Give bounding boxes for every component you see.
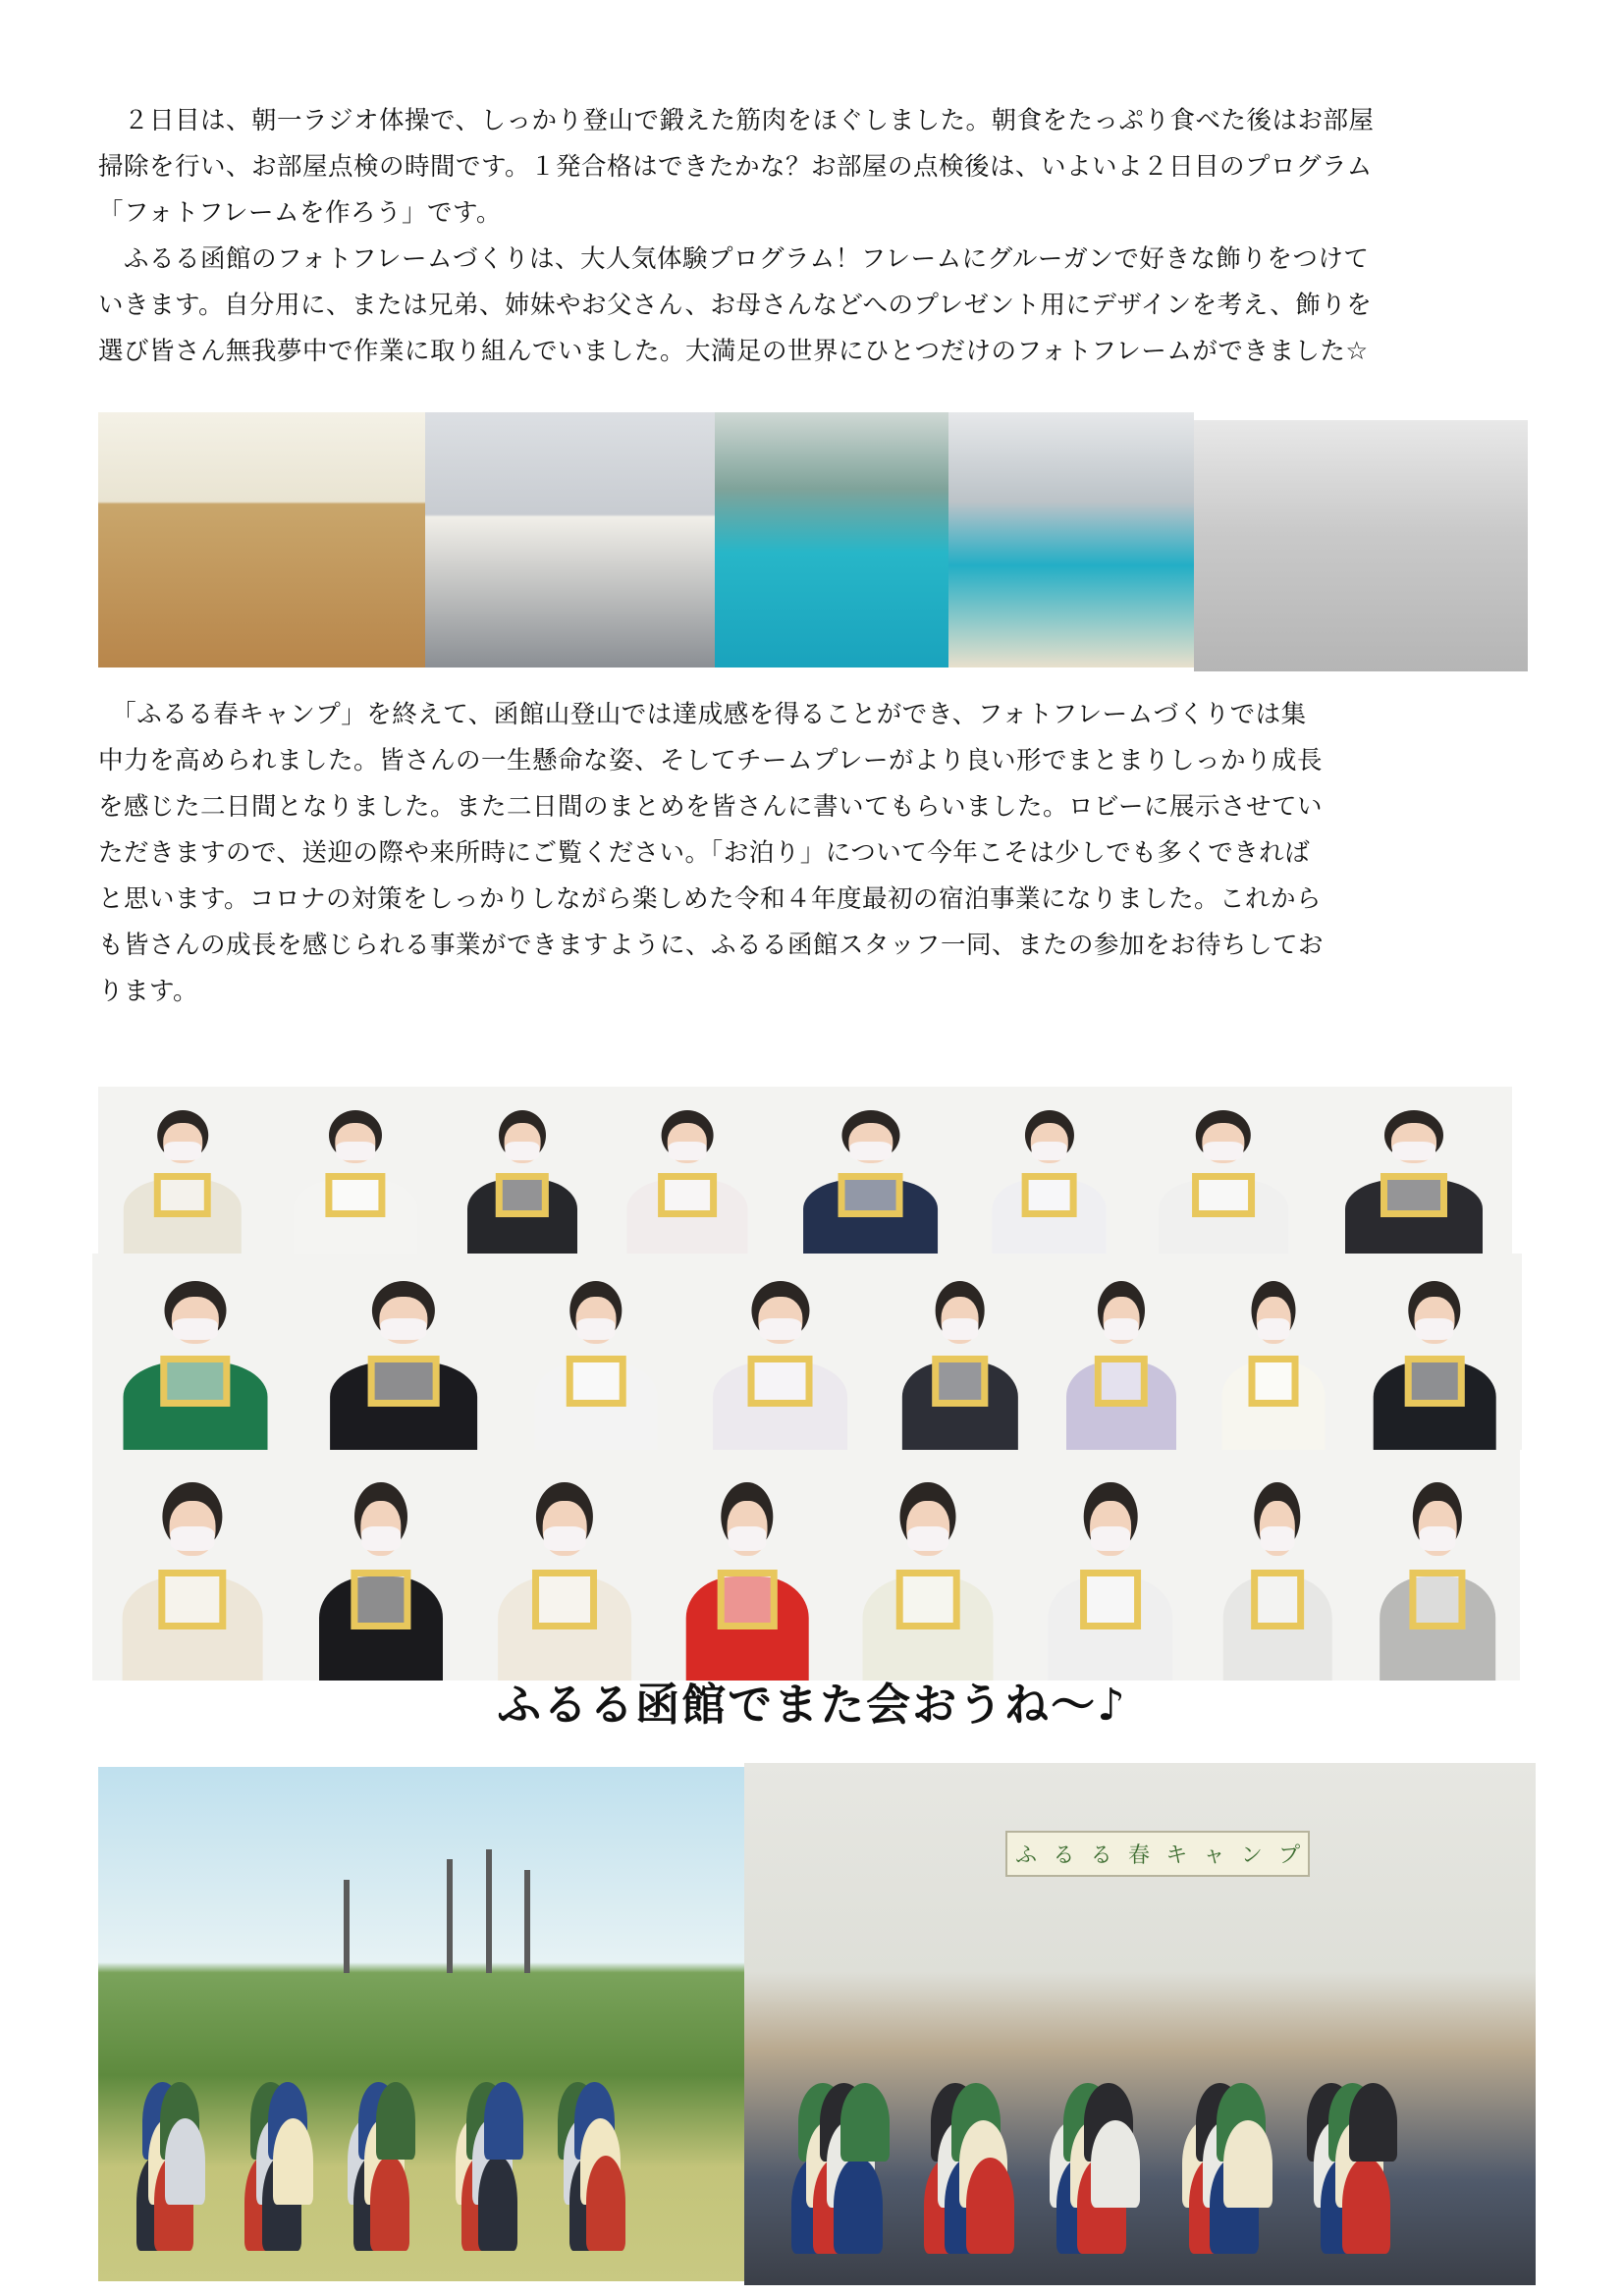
person-figure bbox=[586, 2156, 626, 2250]
hikers-group bbox=[136, 2045, 705, 2251]
person-figure bbox=[1091, 2120, 1140, 2208]
person-figure bbox=[165, 2118, 205, 2205]
participant-portrait bbox=[774, 1087, 967, 1254]
gym-exercise-photo bbox=[98, 412, 425, 667]
girl-making-frame-photo bbox=[948, 412, 1194, 667]
text-line: 「ふるる春キャンプ」を終えて、函館山登山では達成感を得ることができ、フォトフレームづくりでは集 bbox=[98, 700, 1307, 729]
text-line: ふるる函館のフォトフレームづくりは、大人気体験プログラム！フレームにグルーガンで好きな飾りをつけて bbox=[98, 244, 1370, 274]
person-figure bbox=[840, 2083, 890, 2163]
participant-portrait bbox=[967, 1087, 1131, 1254]
text-line: も皆さんの成長を感じられる事業ができますように、ふるる函館スタッフ一同、またの参加をお待ちしてお bbox=[98, 931, 1325, 960]
participant-portrait bbox=[1347, 1254, 1522, 1450]
person-figure bbox=[478, 2156, 518, 2250]
participant-portrait bbox=[267, 1087, 444, 1254]
text-line: 中力を高められました。皆さんの一生懸命な姿、そしてチームプレーがより良い形でまとまりしっかり成長 bbox=[98, 746, 1323, 775]
camp-banner: ふ る る 春 キ ャ ン プ bbox=[1005, 1831, 1310, 1877]
indoor-group-photo bbox=[744, 1763, 1536, 2285]
writing-summary-photo bbox=[1194, 420, 1528, 671]
person-figure bbox=[1349, 2083, 1398, 2163]
intro-paragraph bbox=[98, 98, 1532, 375]
person-figure bbox=[834, 2158, 883, 2254]
campers-group bbox=[791, 2045, 1488, 2254]
participant-portrait bbox=[601, 1087, 774, 1254]
participant-portrait bbox=[293, 1450, 469, 1681]
participant-portrait bbox=[1355, 1450, 1520, 1681]
person-figure bbox=[1223, 2120, 1272, 2208]
text-line: 「フォトフレームを作ろう」です。 bbox=[98, 198, 502, 228]
participant-portrait bbox=[835, 1450, 1021, 1681]
participant-portrait bbox=[1200, 1254, 1347, 1450]
person-figure bbox=[376, 2082, 416, 2161]
participant-portrait bbox=[1043, 1254, 1200, 1450]
text-line: ２日目は、朝一ラジオ体操で、しっかり登山で鍛えた筋肉をほぐしました。朝食をたっぷり食べた後はお部屋 bbox=[98, 106, 1375, 135]
participant-portrait bbox=[877, 1254, 1043, 1450]
participant-portrait bbox=[660, 1450, 835, 1681]
mountain-group-photo bbox=[98, 1767, 744, 2281]
participant-portrait bbox=[98, 1087, 267, 1254]
text-line: 掃除を行い、お部屋点検の時間です。１発合格はできたかな？お部屋の点検後は、いよいよ２日目のプログラム bbox=[98, 152, 1373, 182]
text-line: ただきますので、送迎の際や来所時にご覧ください。「お泊り」について今年こそは少しでも多くできれば bbox=[98, 838, 1311, 868]
participant-portrait bbox=[1200, 1450, 1355, 1681]
text-line: と思います。コロナの対策をしっかりしながら楽しめた令和４年度最初の宿泊事業になりました。これから bbox=[98, 884, 1322, 914]
text-line: 選び皆さん無我夢中で作業に取り組んでいました。大満足の世界にひとつだけのフォトフレームができました☆ bbox=[98, 337, 1369, 366]
person-figure bbox=[273, 2118, 313, 2205]
person-figure bbox=[370, 2156, 410, 2250]
participant-portrait bbox=[509, 1254, 683, 1450]
participant-portrait bbox=[298, 1254, 509, 1450]
person-figure bbox=[966, 2158, 1015, 2254]
closing-message: ふるる函館でまた会おうね～♪ bbox=[497, 1679, 1127, 1731]
frame-decoration-selection-photo bbox=[425, 412, 715, 667]
participant-portrait bbox=[92, 1254, 298, 1450]
text-line: ります。 bbox=[98, 977, 198, 1006]
person-figure bbox=[484, 2082, 524, 2161]
participant-portrait bbox=[683, 1254, 877, 1450]
participant-portrait bbox=[1131, 1087, 1316, 1254]
participant-portrait bbox=[469, 1450, 660, 1681]
participant-portrait bbox=[1316, 1087, 1512, 1254]
text-line: いきます。自分用に、または兄弟、姉妹やお父さん、お母さんなどへのプレゼント用にデザインを考え、飾りを bbox=[98, 291, 1373, 320]
participant-portrait bbox=[92, 1450, 293, 1681]
participant-portrait bbox=[444, 1087, 601, 1254]
person-figure bbox=[1342, 2158, 1391, 2254]
participant-portrait bbox=[1021, 1450, 1200, 1681]
summary-paragraph bbox=[98, 692, 1532, 1015]
text-line: を感じた二日間となりました。また二日間のまとめを皆さんに書いてもらいました。ロビーに展示させてい bbox=[98, 792, 1323, 822]
frame-crafting-table-photo bbox=[715, 412, 948, 667]
